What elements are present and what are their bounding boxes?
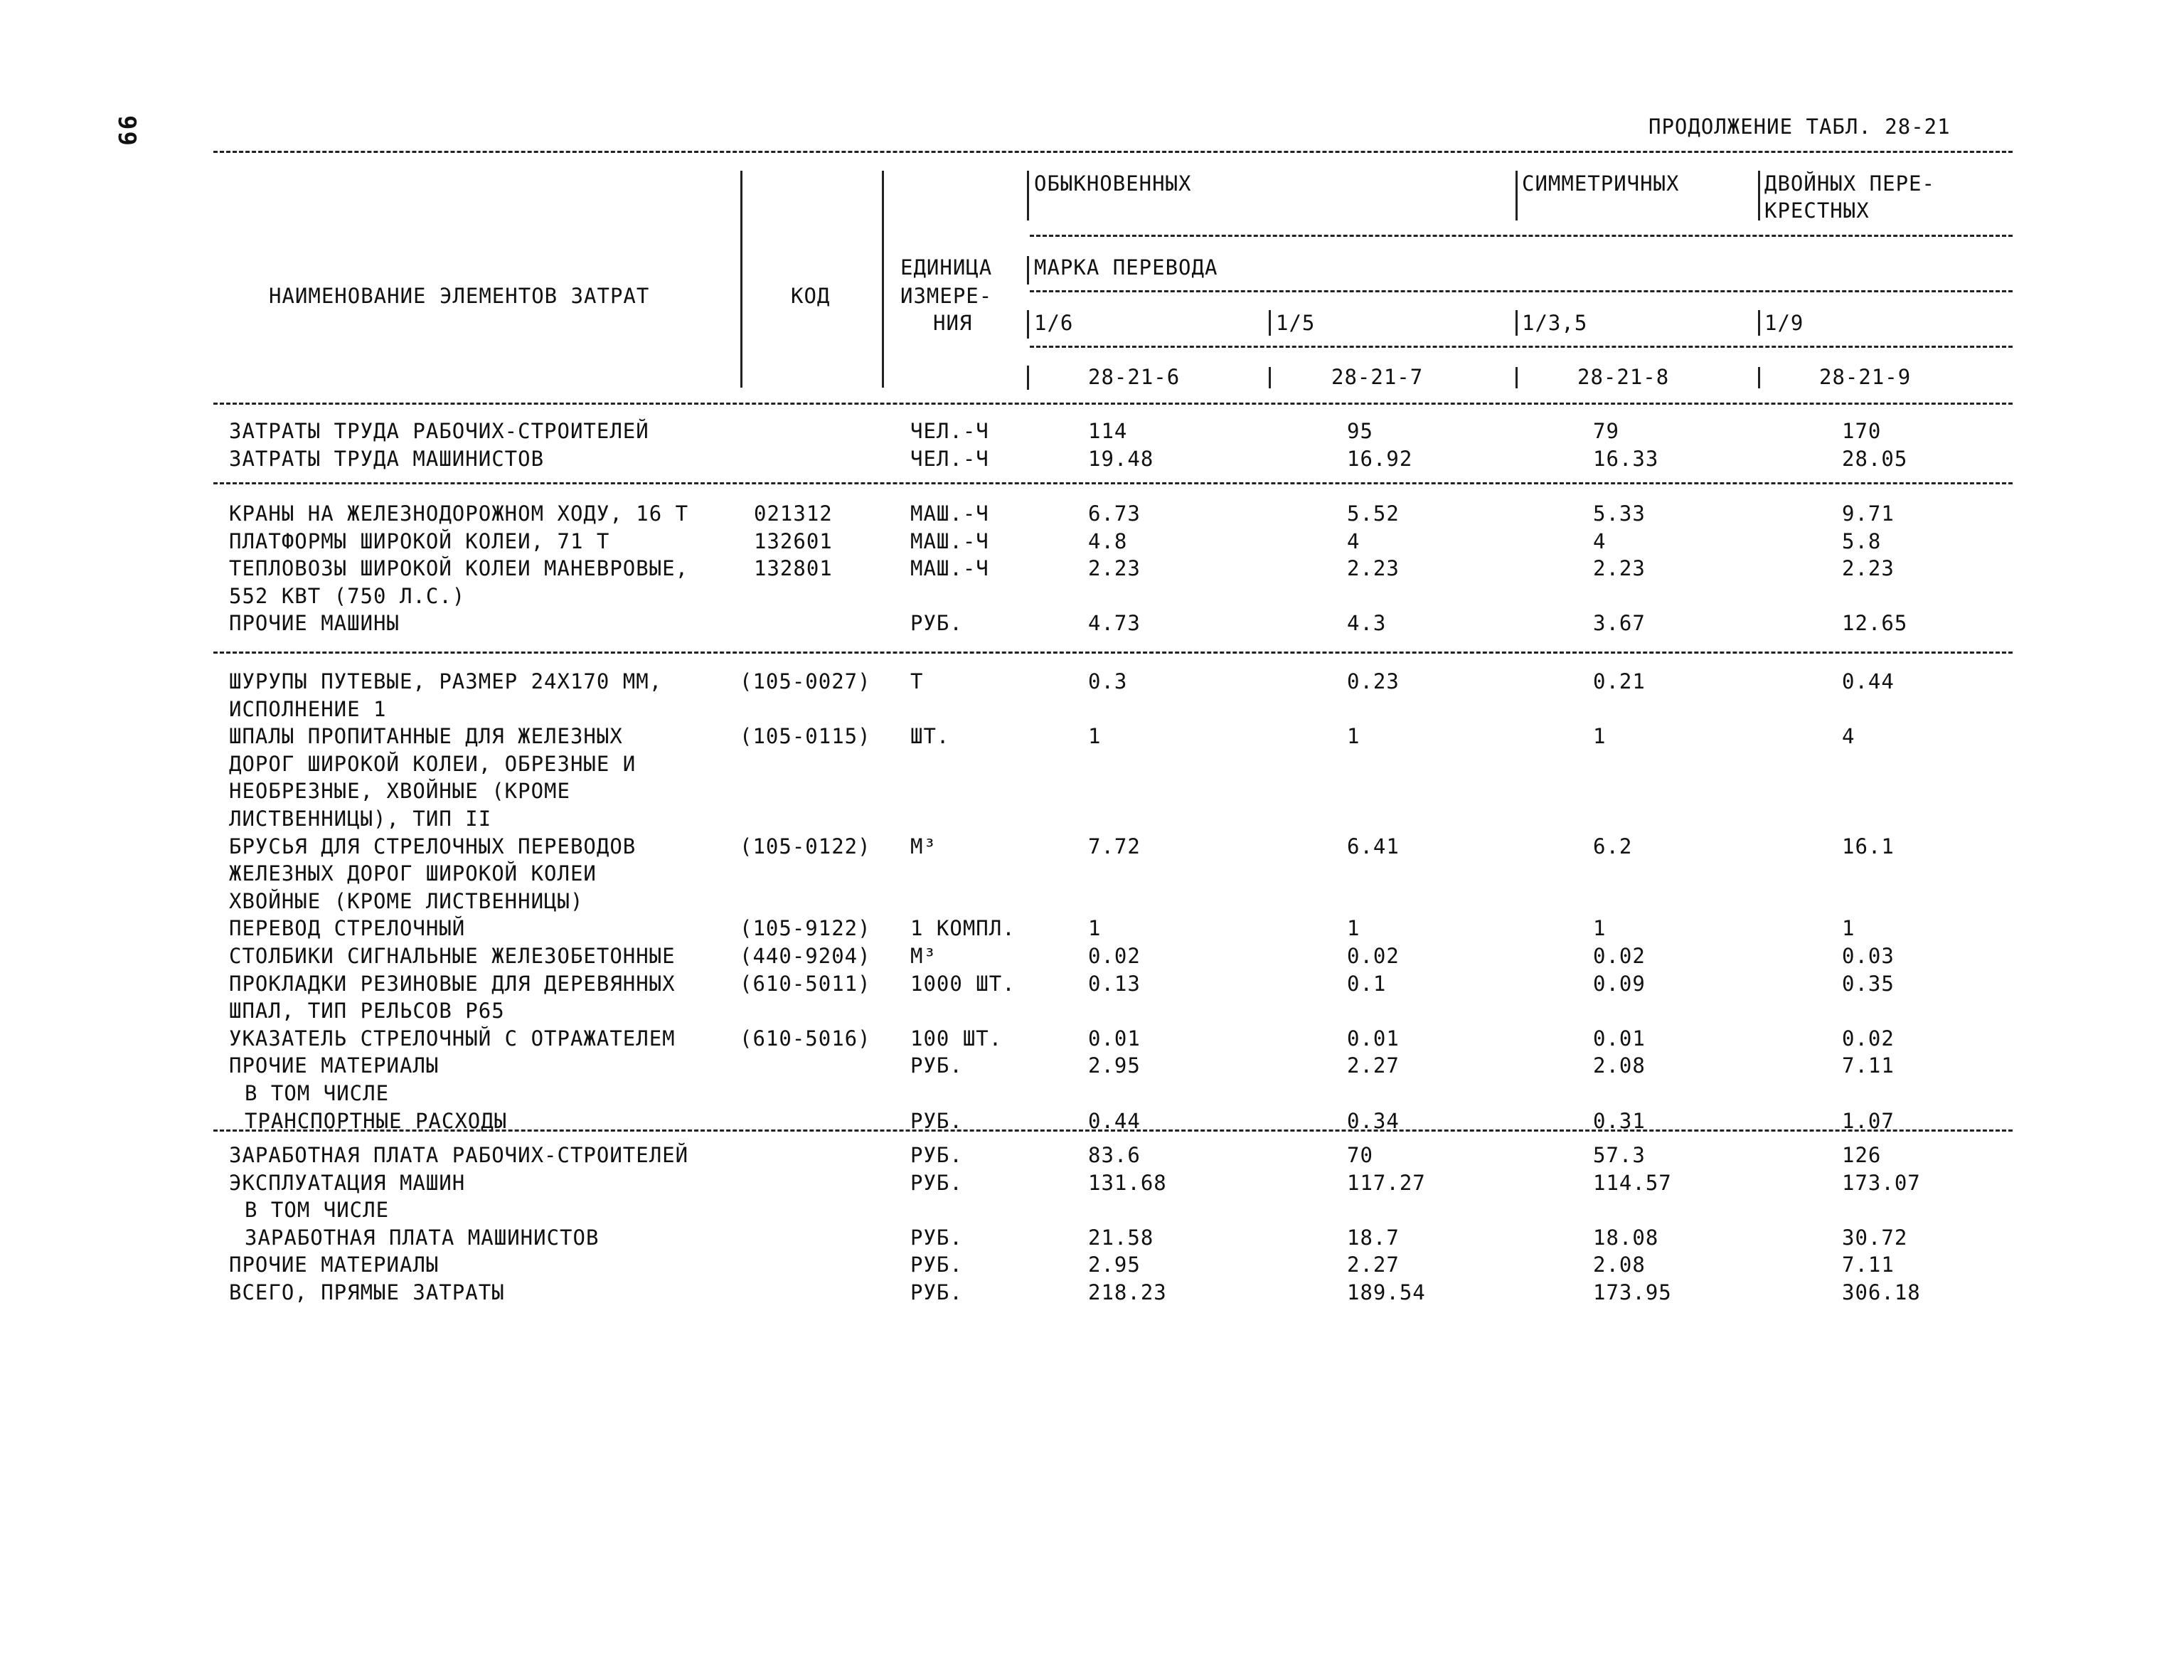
row-value-2: 2.23 bbox=[1347, 556, 1400, 581]
row-name-line: ПРОЧИЕ МАТЕРИАЛЫ bbox=[229, 1053, 440, 1078]
row-value-4: 0.03 bbox=[1842, 944, 1895, 968]
row-code: (105-9122) bbox=[740, 916, 871, 941]
row-value-2: 0.34 bbox=[1347, 1108, 1400, 1133]
row-value-4: 5.8 bbox=[1842, 528, 1882, 553]
row-name-line: ВСЕГО, ПРЯМЫЕ ЗАТРАТЫ bbox=[229, 1280, 505, 1304]
header-group-symmetric: СИММЕТРИЧНЫХ bbox=[1522, 171, 1680, 196]
row-name-line: ЗАТРАТЫ ТРУДА РАБОЧИХ-СТРОИТЕЛЕЙ bbox=[229, 419, 649, 443]
row-value-1: 0.44 bbox=[1088, 1108, 1141, 1133]
row-value-1: 218.23 bbox=[1088, 1280, 1167, 1304]
header-divider-unit-bottom bbox=[1027, 366, 1029, 390]
row-name-line: ТРАНСПОРТНЫЕ РАСХОДЫ bbox=[245, 1108, 508, 1133]
row-value-3: 0.01 bbox=[1593, 1026, 1646, 1051]
row-value-3: 79 bbox=[1593, 419, 1619, 443]
header-divider-mark3 bbox=[1516, 310, 1518, 336]
row-name-line: БРУСЬЯ ДЛЯ СТРЕЛОЧНЫХ ПЕРЕВОДОВ bbox=[229, 834, 636, 858]
row-value-3: 1 bbox=[1593, 916, 1607, 941]
row-unit: ЧЕЛ.-Ч bbox=[910, 446, 989, 471]
row-value-1: 0.3 bbox=[1088, 669, 1128, 693]
row-value-1: 21.58 bbox=[1088, 1225, 1154, 1250]
row-unit: РУБ. bbox=[910, 1053, 963, 1078]
row-code: (105-0122) bbox=[740, 834, 871, 858]
header-divider-code bbox=[882, 171, 884, 388]
row-unit: МАШ.-Ч bbox=[910, 501, 989, 526]
header-unit-line2: ИЗМЕРЕ- bbox=[900, 284, 993, 308]
row-unit: РУБ. bbox=[910, 1253, 963, 1277]
row-name-line: ПРОЧИЕ МАШИНЫ bbox=[229, 611, 400, 636]
row-value-3: 2.23 bbox=[1593, 556, 1646, 581]
header-code-4: 28-21-9 bbox=[1819, 365, 1912, 389]
row-value-4: 170 bbox=[1842, 419, 1882, 443]
row-value-3: 0.21 bbox=[1593, 669, 1646, 693]
row-value-4: 7.11 bbox=[1842, 1253, 1895, 1277]
row-value-4: 173.07 bbox=[1842, 1170, 1921, 1195]
row-name-line: ЗАТРАТЫ ТРУДА МАШИНИСТОВ bbox=[229, 446, 545, 471]
row-code: 132601 bbox=[754, 528, 833, 553]
header-divider-code2 bbox=[1269, 367, 1271, 388]
header-group-double-l2: КРЕСТНЫХ bbox=[1764, 198, 1870, 223]
row-value-1: 2.95 bbox=[1088, 1053, 1141, 1078]
top-rule bbox=[213, 151, 2013, 153]
row-name-line: КРАНЫ НА ЖЕЛЕЗНОДОРОЖНОМ ХОДУ, 16 Т bbox=[229, 501, 689, 526]
row-code: (610-5011) bbox=[740, 971, 871, 996]
row-unit: МАШ.-Ч bbox=[910, 528, 989, 553]
row-name-line: ЭКСПЛУАТАЦИЯ МАШИН bbox=[229, 1170, 466, 1195]
row-unit: ЧЕЛ.-Ч bbox=[910, 419, 989, 443]
row-unit: 1000 ШТ. bbox=[910, 971, 1016, 996]
header-brand-label: МАРКА ПЕРЕВОДА bbox=[1034, 255, 1218, 280]
row-value-3: 114.57 bbox=[1593, 1170, 1672, 1195]
row-value-2: 117.27 bbox=[1347, 1170, 1426, 1195]
row-value-1: 83.6 bbox=[1088, 1143, 1141, 1167]
row-name-line: ЛИСТВЕННИЦЫ), ТИП II bbox=[229, 807, 492, 831]
row-unit: М³ bbox=[910, 944, 937, 968]
header-group-double-l1: ДВОЙНЫХ ПЕРЕ- bbox=[1764, 171, 1935, 196]
row-value-3: 57.3 bbox=[1593, 1143, 1646, 1167]
row-name-line: ХВОЙНЫЕ (КРОМЕ ЛИСТВЕННИЦЫ) bbox=[229, 888, 584, 913]
row-code: (105-0027) bbox=[740, 669, 871, 693]
row-value-4: 30.72 bbox=[1842, 1225, 1908, 1250]
row-value-2: 5.52 bbox=[1347, 501, 1400, 526]
row-value-3: 18.08 bbox=[1593, 1225, 1659, 1250]
row-name-line: ЗАРАБОТНАЯ ПЛАТА РАБОЧИХ-СТРОИТЕЛЕЙ bbox=[229, 1143, 689, 1167]
header-code: КОД bbox=[791, 284, 831, 308]
page-number: 99 bbox=[112, 115, 141, 147]
row-value-1: 114 bbox=[1088, 419, 1128, 443]
row-name-line: УКАЗАТЕЛЬ СТРЕЛОЧНЫЙ С ОТРАЖАТЕЛЕМ bbox=[229, 1026, 676, 1051]
row-value-1: 2.23 bbox=[1088, 556, 1141, 581]
row-unit: ШТ. bbox=[910, 724, 950, 749]
row-unit: 100 ШТ. bbox=[910, 1026, 1003, 1051]
row-unit: РУБ. bbox=[910, 1280, 963, 1304]
row-value-2: 1 bbox=[1347, 724, 1360, 749]
row-value-4: 2.23 bbox=[1842, 556, 1895, 581]
row-value-3: 1 bbox=[1593, 724, 1607, 749]
section-rule bbox=[213, 1129, 2013, 1132]
header-unit-line1: ЕДИНИЦА bbox=[900, 255, 993, 280]
header-mark-1: 1/6 bbox=[1034, 311, 1074, 335]
row-name-line: ЗАРАБОТНАЯ ПЛАТА МАШИНИСТОВ bbox=[245, 1225, 600, 1250]
row-value-1: 1 bbox=[1088, 724, 1102, 749]
header-rule-brand bbox=[1030, 290, 2013, 292]
row-value-4: 0.44 bbox=[1842, 669, 1895, 693]
row-value-3: 0.02 bbox=[1593, 944, 1646, 968]
row-unit: РУБ. bbox=[910, 1225, 963, 1250]
section-rule bbox=[213, 482, 2013, 484]
row-value-4: 4 bbox=[1842, 724, 1855, 749]
header-divider-code3 bbox=[1516, 367, 1518, 388]
row-value-2: 18.7 bbox=[1347, 1225, 1400, 1250]
row-value-1: 0.02 bbox=[1088, 944, 1141, 968]
continuation-title: ПРОДОЛЖЕНИЕ ТАБЛ. 28-21 bbox=[1648, 115, 1951, 139]
row-value-2: 95 bbox=[1347, 419, 1373, 443]
row-name-line: ДОРОГ ШИРОКОЙ КОЛЕИ, ОБРЕЗНЫЕ И bbox=[229, 751, 636, 776]
row-value-3: 6.2 bbox=[1593, 834, 1633, 858]
header-code-3: 28-21-8 bbox=[1577, 365, 1670, 389]
row-value-4: 1.07 bbox=[1842, 1108, 1895, 1133]
row-value-1: 4.73 bbox=[1088, 611, 1141, 636]
row-name-line: 552 КВТ (750 Л.С.) bbox=[229, 583, 466, 608]
header-divider-mark2 bbox=[1269, 310, 1271, 336]
header-divider-unit-mid bbox=[1027, 256, 1029, 285]
header-name: НАИМЕНОВАНИЕ ЭЛЕМЕНТОВ ЗАТРАТ bbox=[269, 284, 650, 308]
row-value-2: 6.41 bbox=[1347, 834, 1400, 858]
row-value-3: 16.33 bbox=[1593, 446, 1659, 471]
row-value-2: 189.54 bbox=[1347, 1280, 1426, 1304]
row-value-2: 4 bbox=[1347, 528, 1360, 553]
row-value-2: 0.01 bbox=[1347, 1026, 1400, 1051]
row-unit: РУБ. bbox=[910, 1170, 963, 1195]
row-value-4: 12.65 bbox=[1842, 611, 1908, 636]
row-unit: Т bbox=[910, 669, 924, 693]
header-rule-marks bbox=[1030, 346, 2013, 348]
row-value-4: 28.05 bbox=[1842, 446, 1908, 471]
header-divider-mark4 bbox=[1758, 310, 1760, 336]
header-mark-2: 1/5 bbox=[1276, 311, 1316, 335]
row-value-2: 70 bbox=[1347, 1143, 1373, 1167]
row-value-3: 2.08 bbox=[1593, 1253, 1646, 1277]
row-value-1: 7.72 bbox=[1088, 834, 1141, 858]
row-value-1: 0.01 bbox=[1088, 1026, 1141, 1051]
header-divider-double bbox=[1758, 171, 1760, 220]
row-unit: 1 КОМПЛ. bbox=[910, 916, 1016, 941]
header-divider-unit-low bbox=[1027, 310, 1029, 339]
row-value-1: 19.48 bbox=[1088, 446, 1154, 471]
row-value-4: 0.35 bbox=[1842, 971, 1895, 996]
row-name-line: СТОЛБИКИ СИГНАЛЬНЫЕ ЖЕЛЕЗОБЕТОННЫЕ bbox=[229, 944, 676, 968]
row-name-line: ПЛАТФОРМЫ ШИРОКОЙ КОЛЕИ, 71 Т bbox=[229, 528, 610, 553]
row-value-4: 1 bbox=[1842, 916, 1855, 941]
header-group-ordinary: ОБЫКНОВЕННЫХ bbox=[1034, 171, 1192, 196]
row-value-1: 6.73 bbox=[1088, 501, 1141, 526]
row-code: (610-5016) bbox=[740, 1026, 871, 1051]
header-mark-3: 1/3,5 bbox=[1522, 311, 1588, 335]
row-name-line: ШПАЛ, ТИП РЕЛЬСОВ Р65 bbox=[229, 999, 505, 1024]
header-unit-line3: НИЯ bbox=[933, 311, 973, 335]
row-value-2: 16.92 bbox=[1347, 446, 1413, 471]
header-bottom-rule bbox=[213, 403, 2013, 405]
row-unit: МАШ.-Ч bbox=[910, 556, 989, 581]
row-unit: М³ bbox=[910, 834, 937, 858]
row-unit: РУБ. bbox=[910, 1108, 963, 1133]
row-value-4: 306.18 bbox=[1842, 1280, 1921, 1304]
row-name-line: В ТОМ ЧИСЛЕ bbox=[245, 1198, 390, 1223]
row-value-4: 0.02 bbox=[1842, 1026, 1895, 1051]
row-code: (440-9204) bbox=[740, 944, 871, 968]
row-code: 021312 bbox=[754, 501, 833, 526]
row-value-3: 0.09 bbox=[1593, 971, 1646, 996]
row-name-line: В ТОМ ЧИСЛЕ bbox=[245, 1081, 390, 1105]
row-value-2: 4.3 bbox=[1347, 611, 1387, 636]
row-unit: РУБ. bbox=[910, 1143, 963, 1167]
row-value-1: 0.13 bbox=[1088, 971, 1141, 996]
row-value-2: 1 bbox=[1347, 916, 1360, 941]
row-value-1: 1 bbox=[1088, 916, 1102, 941]
row-value-4: 16.1 bbox=[1842, 834, 1895, 858]
row-value-3: 5.33 bbox=[1593, 501, 1646, 526]
row-value-4: 9.71 bbox=[1842, 501, 1895, 526]
row-value-2: 0.1 bbox=[1347, 971, 1387, 996]
row-name-line: ШУРУПЫ ПУТЕВЫЕ, РАЗМЕР 24Х170 ММ, bbox=[229, 669, 663, 693]
row-unit: РУБ. bbox=[910, 611, 963, 636]
row-value-2: 0.02 bbox=[1347, 944, 1400, 968]
row-value-2: 0.23 bbox=[1347, 669, 1400, 693]
row-name-line: НЕОБРЕЗНЫЕ, ХВОЙНЫЕ (КРОМЕ bbox=[229, 779, 570, 804]
row-value-2: 2.27 bbox=[1347, 1253, 1400, 1277]
header-code-1: 28-21-6 bbox=[1088, 365, 1181, 389]
row-code: 132801 bbox=[754, 556, 833, 581]
row-name-line: ПРОКЛАДКИ РЕЗИНОВЫЕ ДЛЯ ДЕРЕВЯННЫХ bbox=[229, 971, 676, 996]
row-name-line: ШПАЛЫ ПРОПИТАННЫЕ ДЛЯ ЖЕЛЕЗНЫХ bbox=[229, 724, 623, 749]
row-value-3: 4 bbox=[1593, 528, 1607, 553]
row-value-1: 131.68 bbox=[1088, 1170, 1167, 1195]
header-divider-unit-top bbox=[1027, 171, 1029, 220]
row-name-line: ЖЕЛЕЗНЫХ ДОРОГ ШИРОКОЙ КОЛЕИ bbox=[229, 861, 597, 886]
row-name-line: ТЕПЛОВОЗЫ ШИРОКОЙ КОЛЕИ МАНЕВРОВЫЕ, bbox=[229, 556, 689, 581]
row-code: (105-0115) bbox=[740, 724, 871, 749]
header-rule-groups bbox=[1030, 235, 2013, 237]
header-mark-4: 1/9 bbox=[1764, 311, 1804, 335]
header-divider-code4 bbox=[1758, 367, 1760, 388]
row-value-1: 4.8 bbox=[1088, 528, 1128, 553]
header-divider-symmetric bbox=[1516, 171, 1518, 220]
row-value-3: 3.67 bbox=[1593, 611, 1646, 636]
row-value-4: 7.11 bbox=[1842, 1053, 1895, 1078]
row-value-3: 2.08 bbox=[1593, 1053, 1646, 1078]
row-value-3: 0.31 bbox=[1593, 1108, 1646, 1133]
row-value-1: 2.95 bbox=[1088, 1253, 1141, 1277]
header-divider-name bbox=[740, 171, 742, 388]
row-name-line: ИСПОЛНЕНИЕ 1 bbox=[229, 696, 387, 721]
row-name-line: ПЕРЕВОД СТРЕЛОЧНЫЙ bbox=[229, 916, 466, 941]
header-code-2: 28-21-7 bbox=[1331, 365, 1424, 389]
row-value-2: 2.27 bbox=[1347, 1053, 1400, 1078]
row-name-line: ПРОЧИЕ МАТЕРИАЛЫ bbox=[229, 1253, 440, 1277]
row-value-3: 173.95 bbox=[1593, 1280, 1672, 1304]
section-rule bbox=[213, 652, 2013, 654]
row-value-4: 126 bbox=[1842, 1143, 1882, 1167]
